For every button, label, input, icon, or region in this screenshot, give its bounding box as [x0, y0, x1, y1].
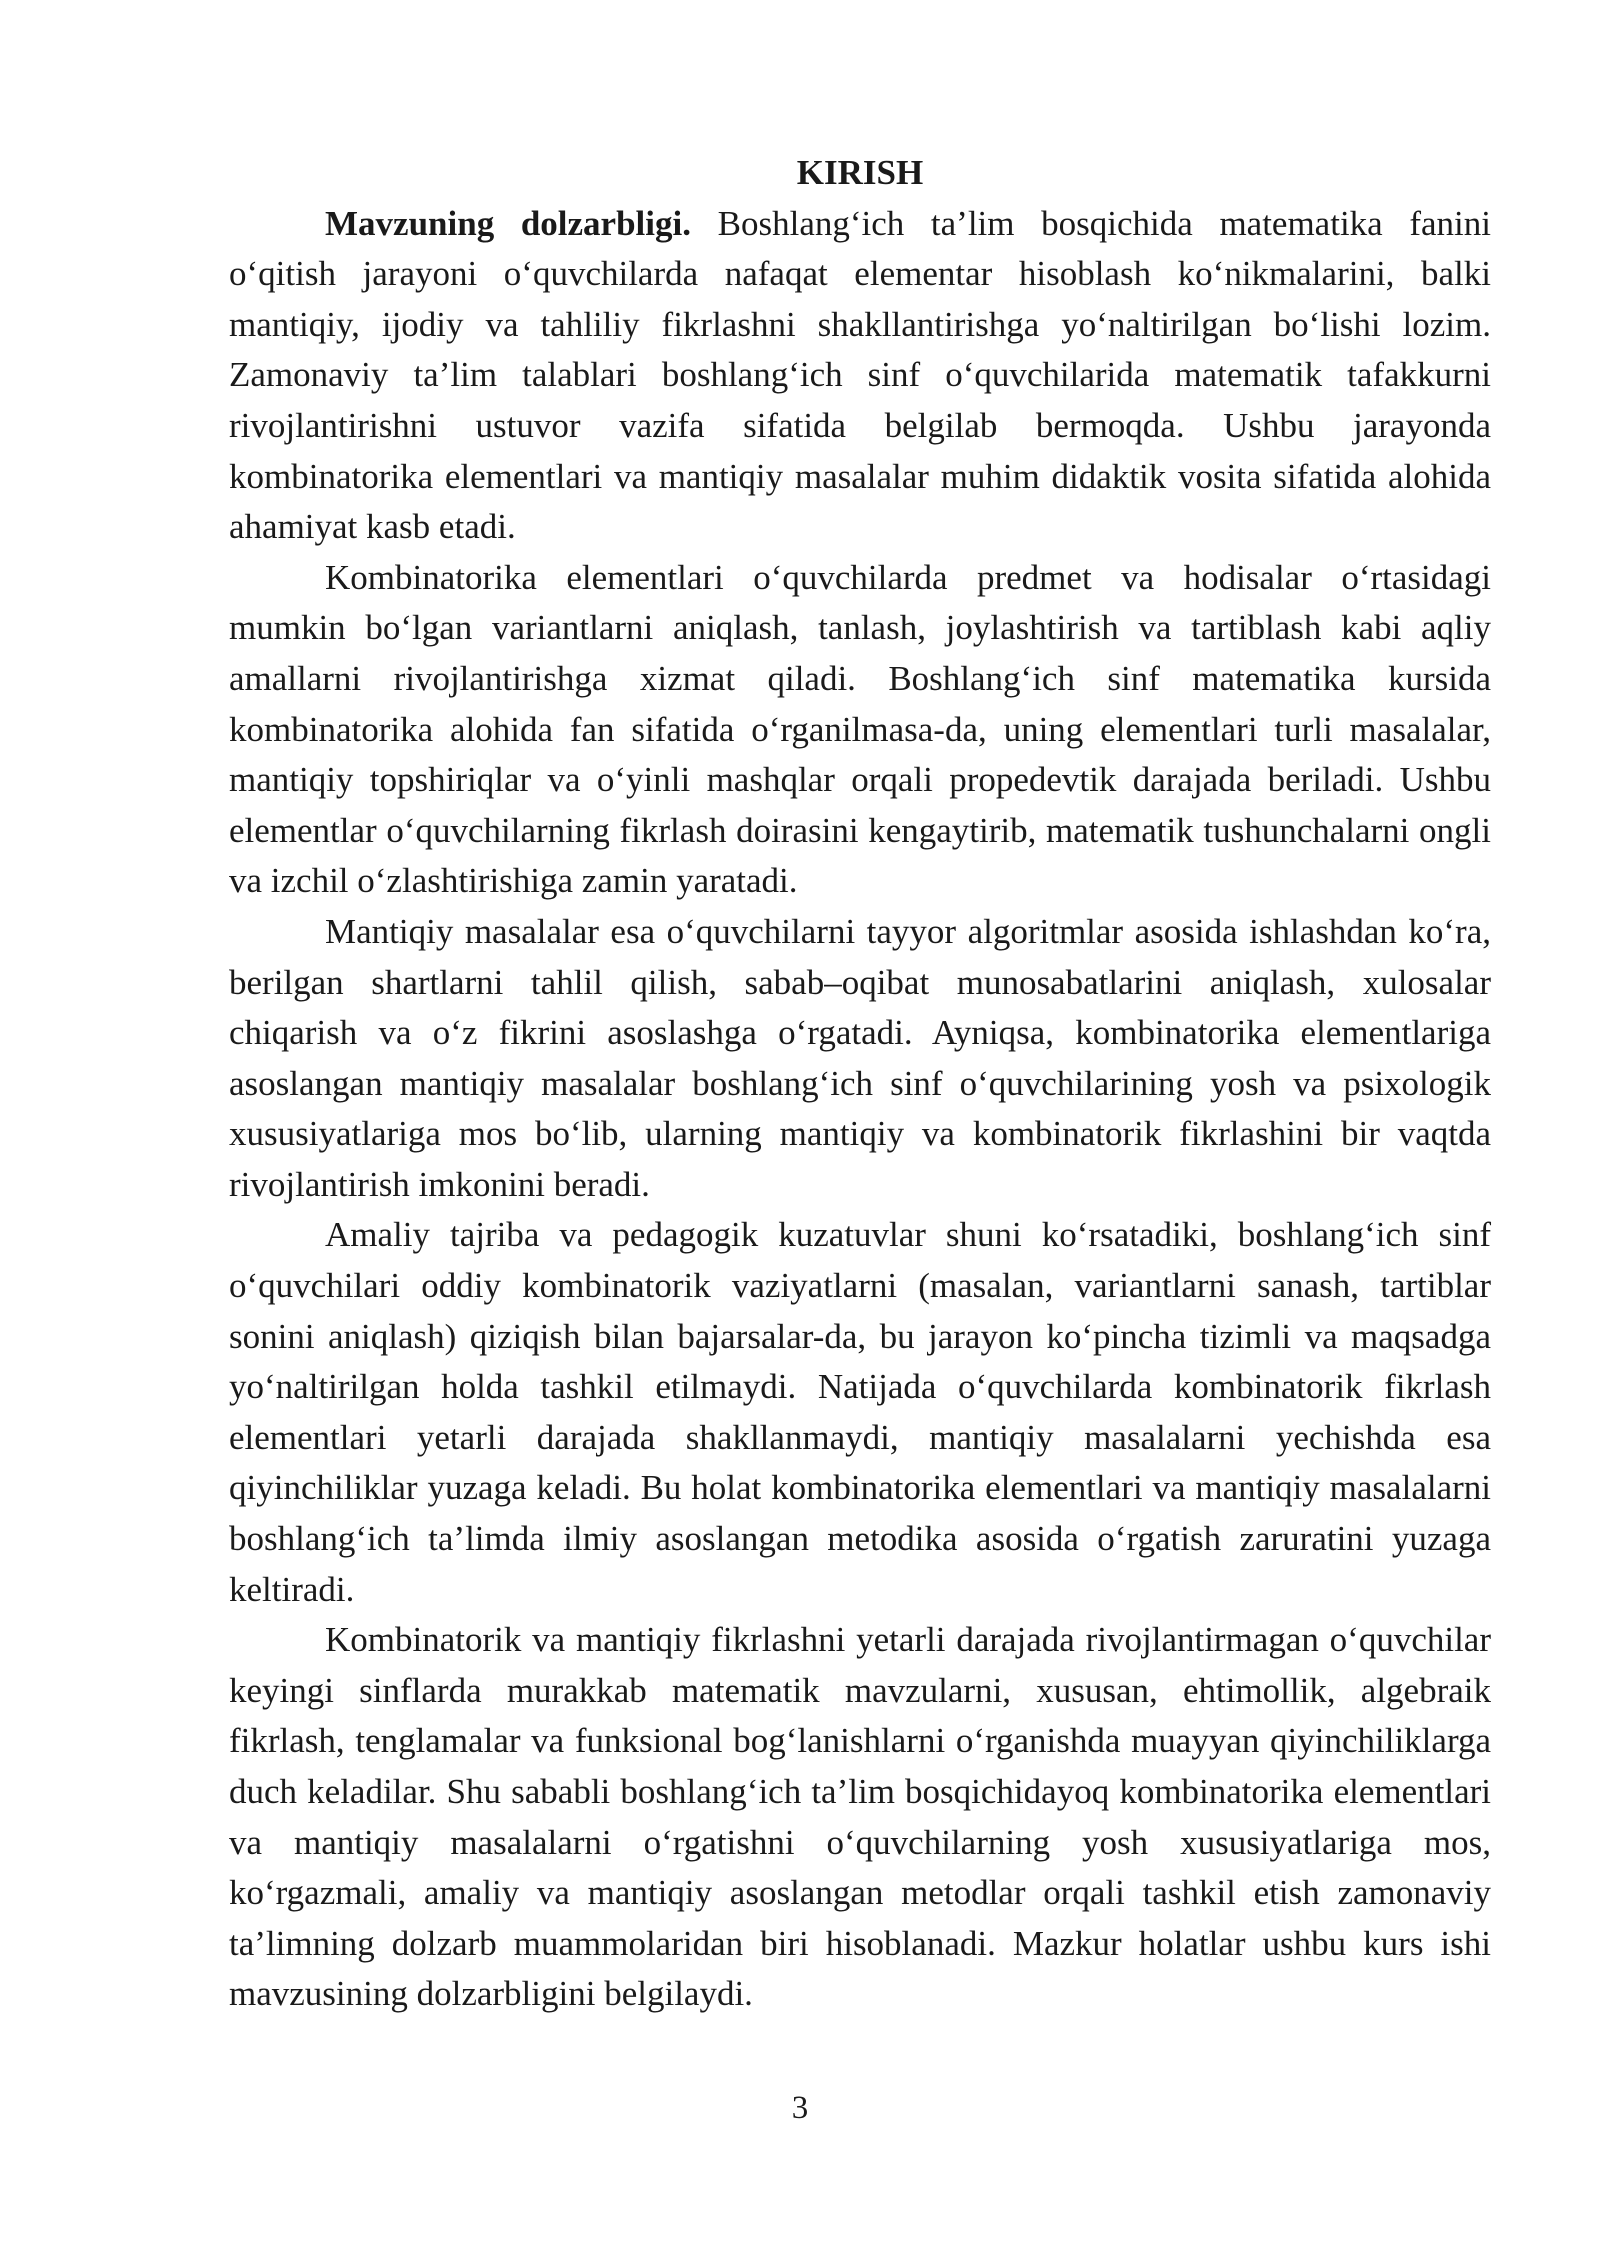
page-number: 3 — [791, 2090, 809, 2126]
paragraph-practice — [229, 1210, 1491, 1615]
paragraph-conclusion — [229, 1615, 1491, 2020]
paragraph-lead: Mavzuning dolzarbligi. — [325, 203, 691, 243]
paragraph-text: Mantiqiy masalalar esa o‘quvchilarni tayyor algoritmlar asosida ishlashdan ko‘ra, berilgan shartlarni tahlil qilish, sabab–oqibat munosabatlarini aniqlash, xulosalar chiqarish va o‘z fikrini asoslashga o‘rgatadi. Ayniqsa, kombinatorika elementlariga asoslangan mantiqiy masalalar boshlang‘ich sinf o‘quvchilarining yosh va psixologik xususiyatlariga mos bo‘lib, ularning mantiqiy va kombinatorik fikrlashini bir vaqtda rivojlantirish imkonini beradi. — [229, 911, 1491, 1204]
paragraph-text: Kombinatorik va mantiqiy fikrlashni yetarli darajada rivojlantirmagan o‘quvchilar keyingi sinflarda murakkab matematik mavzularni, xususan, ehtimollik, algebraik fikrlash, tenglamalar va funksional bog‘lanishlarni o‘rganishda muayyan qiyinchiliklarga duch keladilar. Shu sababli boshlang‘ich ta’lim bosqichidayoq kombinatorika elementlari va mantiqiy masalalarni o‘rgatishni o‘quvchilarning yosh xususiyatlariga mos, ko‘rgazmali, amaliy va mantiqiy asoslangan metodlar orqali tashkil etish zamonaviy ta’limning dolzarb muammolaridan biri hisoblanadi. Mazkur holatlar ushbu kurs ishi mavzusining dolzarbligini belgilaydi. — [229, 1620, 1491, 2014]
paragraph-relevance — [229, 199, 1491, 553]
paragraph-text: Boshlang‘ich ta’lim bosqichida matematika fanini o‘qitish jarayoni o‘quvchilarda nafaqat elementar hisoblash ko‘nikmalarini, balki mantiqiy, ijodiy va tahliliy fikrlashni shakllantirishga yo‘naltirilgan bo‘lishi lozim. Zamonaviy ta’lim talablari boshlang‘ich sinf o‘quvchilarida matematik tafakkurni rivojlantirishni ustuvor vazifa sifatida belgilab bermoqda. Ushbu jarayonda kombinatorika elementlari va mantiqiy masalalar muhim didaktik vosita sifatida alohida ahamiyat kasb etadi. — [229, 203, 1491, 547]
paragraph-combinatorics — [229, 553, 1491, 907]
page-content — [229, 148, 1491, 2020]
paragraph-text: Kombinatorika elementlari o‘quvchilarda predmet va hodisalar o‘rtasidagi mumkin bo‘lgan variantlarni aniqlash, tanlash, joylashtirish va tartiblash kabi aqliy amallarni rivojlantirishga xizmat qiladi. Boshlang‘ich sinf matematika kursida kombinatorika alohida fan sifatida o‘rganilmasa-da, uning elementlari turli masalalar, mantiqiy topshiriqlar va o‘yinli mashqlar orqali propedevtik darajada beriladi. Ushbu elementlar o‘quvchilarning fikrlash doirasini kengaytirib, matematik tushunchalarni ongli va izchil o‘zlashtirishiga zamin yaratadi. — [229, 557, 1491, 901]
section-title: KIRISH — [796, 153, 924, 192]
paragraph-text: Amaliy tajriba va pedagogik kuzatuvlar shuni ko‘rsatadiki, boshlang‘ich sinf o‘quvchilari oddiy kombinatorik vaziyatlarni (masalan, variantlarni sanash, tartiblar sonini aniqlash) qiziqish bilan bajarsalar-da, bu jarayon ko‘pincha tizimli va maqsadga yo‘naltirilgan holda tashkil etilmaydi. Natijada o‘quvchilarda kombinatorik fikrlash elementlari yetarli darajada shakllanmaydi, mantiqiy masalalarni yechishda esa qiyinchiliklar yuzaga keladi. Bu holat kombinatorika elementlari va mantiqiy masalalarni boshlang‘ich ta’limda ilmiy asoslangan metodika asosida o‘rgatish zaruratini yuzaga keltiradi. — [229, 1215, 1491, 1609]
paragraph-logic-problems — [229, 907, 1491, 1211]
